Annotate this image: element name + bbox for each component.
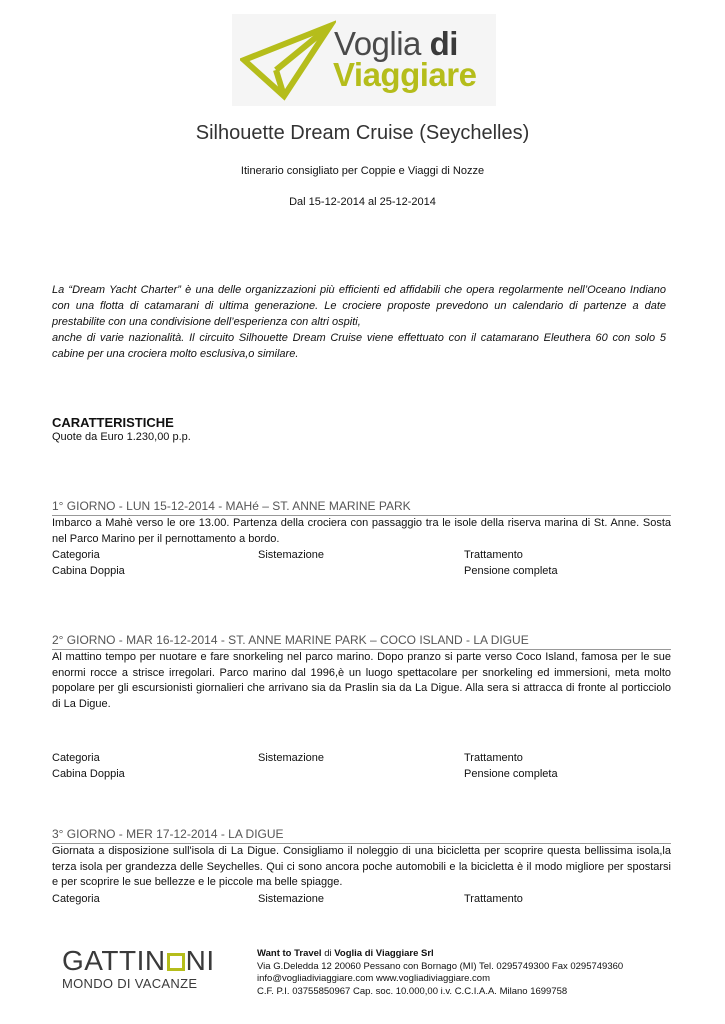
intro-text	[52, 282, 666, 362]
category-header: Categoria	[52, 752, 100, 764]
day-heading: 3° GIORNO - MER 17-12-2014 - LA DIGUE	[52, 826, 671, 844]
day-section	[52, 826, 671, 907]
company-web: info@vogliadiviaggiare.com www.vogliadiviaggiare.com	[257, 973, 491, 984]
footer-logo-tagline: MONDO DI VACANZE	[62, 976, 198, 991]
company-name: Want to Travel di Voglia di Viaggiare Srl	[257, 948, 434, 959]
accommodation-table	[52, 891, 671, 907]
company-legal: C.F. P.I. 03755850967 Cap. soc. 10.000,00 i.v. C.C.I.A.A. Milano 1699758	[257, 985, 568, 997]
day-description: Al mattino tempo per nuotare e fare snorkeling nel parco marino. Dopo pranzo si parte verso Coco Island, famosa per le sue enormi rocce a strisce irregolari. Parco marino dal 1996,è un luogo spettacolare per snorkeling ed immersioni, meta molto popolare per gli escursionisti giornalieri che arrivano sia da Praslin sia da La Digue. Alla sera si attracca di fronte al porticciolo di La Digue.	[52, 651, 671, 710]
accommodation-table	[52, 547, 671, 579]
accommodation-header: Sistemazione	[258, 892, 325, 905]
board-header: Trattamento	[464, 549, 523, 561]
accommodation-header: Sistemazione	[258, 549, 325, 561]
accommodation-table	[52, 750, 671, 782]
travel-dates: Dal 15-12-2014 al 25-12-2014	[289, 196, 436, 208]
paper-plane-icon	[240, 20, 336, 102]
day-description: Imbarco a Mahè verso le ore 13.00. Partenza della crociera con passaggio tra le isole della riserva marina di St. Anne. Sosta nel Parco Marino per il pernottamento a bordo.	[52, 517, 671, 545]
board-value: Pensione completa	[464, 768, 558, 780]
day-description: Giornata a disposizione sull'isola di La Digue. Consigliamo il noleggio di una bicicletta per scoprire questa bellissima isola,la terza isola per grandezza delle Seychelles. Qui ci sono ancora poche automobili e la bicicletta è il modo migliore per spostarsi e per scoprire le sue bellezze e le piccole ma belle spiagge.	[52, 845, 671, 888]
category-header: Categoria	[52, 892, 100, 905]
category-value: Cabina Doppia	[52, 565, 125, 577]
category-header: Categoria	[52, 549, 100, 561]
board-header: Trattamento	[464, 752, 523, 764]
accommodation-value	[258, 563, 464, 579]
accommodation-value	[258, 766, 464, 782]
footer-logo: GATTIN NI	[62, 945, 215, 976]
day-heading: 2° GIORNO - MAR 16-12-2014 - ST. ANNE MARINE PARK – COCO ISLAND - LA DIGUE	[52, 632, 671, 650]
features-heading: CARATTERISTICHE	[52, 415, 174, 430]
board-value: Pensione completa	[464, 565, 558, 577]
intro-paragraph: anche di varie nazionalità. Il circuito Silhouette Dream Cruise viene effettuato con il catamarano Eleuthera 60 con solo 5 cabine per una crociera molto esclusiva,o similare.	[52, 332, 666, 360]
brand-name-line1: Voglia di	[334, 25, 458, 62]
page-title: Silhouette Dream Cruise (Seychelles)	[195, 122, 530, 144]
intro-paragraph: La “Dream Yacht Charter” è una delle organizzazioni più efficienti ed affidabili che opera regolarmente nell’Oceano Indiano con una flotta di catamarani di ultima generazione. Le crociere proposte prevedono un calendario di partenze a date prestabilite con una condivisione dell’esperienza con altri ospiti,	[52, 284, 666, 328]
logo-square-icon	[167, 953, 185, 971]
day-heading: 1° GIORNO - LUN 15-12-2014 - MAHé – ST. ANNE MARINE PARK	[52, 498, 671, 516]
day-section	[52, 632, 671, 782]
category-value: Cabina Doppia	[52, 768, 125, 780]
board-header: Trattamento	[464, 892, 523, 905]
price-text: Quote da Euro 1.230,00 p.p.	[52, 431, 191, 443]
brand-name-line2: Viaggiare	[333, 56, 477, 93]
accommodation-header: Sistemazione	[258, 752, 325, 764]
footer-company-info	[257, 948, 623, 998]
day-section	[52, 498, 671, 579]
page-subtitle: Itinerario consigliato per Coppie e Viaggi di Nozze	[240, 165, 485, 177]
company-address: Via G.Deledda 12 20060 Pessano con Bornago (MI) Tel. 0295749300 Fax 0295749360	[257, 960, 624, 972]
